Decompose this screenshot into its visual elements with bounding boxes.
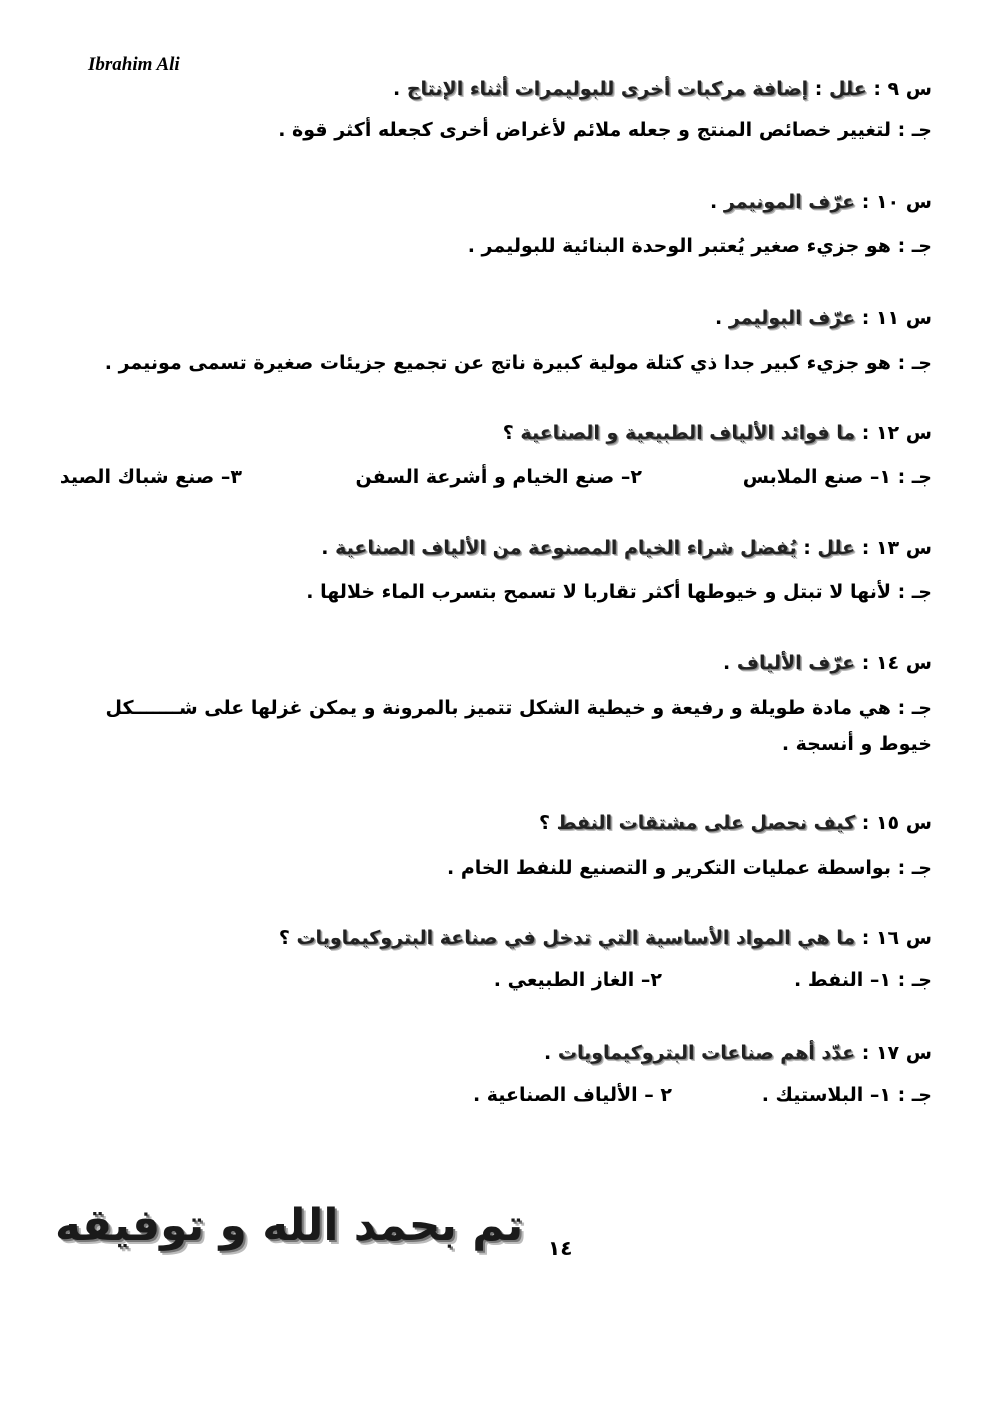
- page-number: ١٤: [548, 1236, 573, 1260]
- answer-12-item-2: ٢– صنع الخيام و أشرعة السفن: [355, 466, 642, 488]
- question-label: س ١٢ :: [855, 422, 932, 444]
- answer-16-item-2: ٢– الغاز الطبيعي .: [493, 969, 662, 991]
- question-label: س ١٥ :: [855, 812, 932, 834]
- question-keyword: علل: [817, 537, 856, 559]
- answer-12-item-3: ٣– صنع شباك الصيد: [59, 466, 242, 488]
- question-9: [393, 76, 932, 102]
- question-end: ؟: [278, 927, 297, 949]
- answer-11: جـ : هو جزيء كبير جدا ذي كتلة مولية كبيرة ناتج عن تجميع جزيئات صغيرة تسمى مونيمر .: [104, 352, 932, 374]
- question-end: .: [393, 78, 407, 100]
- answer-14: جـ : هي مادة طويلة و رفيعة و خيطية الشكل تتميز بالمرونة و يمكن غزلها على شـــــــكل خيوط و أنسجة .: [105, 697, 932, 755]
- question-label: س ١٦ :: [855, 927, 932, 949]
- answer-17-item-1: جـ : ١– البلاستيك .: [761, 1084, 932, 1106]
- question-label: س ١٤ :: [855, 652, 932, 674]
- question-text: يُفضل شراء الخيام المصنوعة من الألياف الصناعية: [335, 537, 797, 559]
- question-end: .: [710, 191, 724, 213]
- question-label: س ١٠ :: [855, 191, 932, 213]
- author-name: Ibrahim Ali: [88, 54, 180, 75]
- question-text: كيف نحصل على مشتقات النفط: [556, 812, 856, 834]
- question-text: ما فوائد الألياف الطبيعية و الصناعية: [520, 422, 856, 444]
- question-text: إضافة مركبات أخرى للبوليمرات أثناء الإنتاج: [406, 78, 809, 100]
- answer-17-item-2: ٢ – الألياف الصناعية .: [472, 1084, 672, 1106]
- question-text: عدّد أهم صناعات البتروكيماويات: [557, 1042, 856, 1064]
- question-end: ؟: [502, 422, 521, 444]
- question-12: [503, 420, 932, 446]
- separator: :: [808, 78, 830, 100]
- answer-10: جـ : هو جزيء صغير يُعتبر الوحدة البنائية للبوليمر .: [467, 235, 932, 257]
- question-end: .: [715, 307, 729, 329]
- question-15: [539, 810, 932, 836]
- answer-16-item-1: جـ : ١– النفط .: [794, 969, 932, 991]
- question-text: عرّف الألياف: [736, 652, 856, 674]
- question-text: عرّف المونيمر: [723, 191, 856, 213]
- question-17: [544, 1040, 932, 1066]
- question-13: [321, 535, 932, 561]
- question-end: ؟: [538, 812, 557, 834]
- question-keyword: علل: [829, 78, 867, 100]
- answer-13: جـ : لأنها لا تبتل و خيوطها أكثر تقاربا لا تسمح بتسرب الماء خلالها .: [306, 581, 932, 603]
- question-text: ما هي المواد الأساسية التي تدخل في صناعة البتروكيماويات: [296, 927, 856, 949]
- question-14: [723, 650, 932, 676]
- question-label: س ١١ :: [855, 307, 932, 329]
- answer-12-item-1: جـ : ١– صنع الملابس: [742, 466, 932, 488]
- question-end: .: [544, 1042, 558, 1064]
- question-end: .: [723, 652, 737, 674]
- closing-text: تم بحمد الله و توفيقه: [55, 1200, 524, 1251]
- question-10: [710, 189, 932, 215]
- question-label: س ١٧ :: [855, 1042, 932, 1064]
- separator: :: [796, 537, 818, 559]
- answer-15: جـ : بواسطة عمليات التكرير و التصنيع للنفط الخام .: [447, 857, 932, 879]
- answer-9: جـ : لتغيير خصائص المنتج و جعله ملائم لأغراض أخرى كجعله أكثر قوة .: [278, 119, 932, 141]
- question-label: س ١٣ :: [855, 537, 932, 559]
- question-16: [279, 925, 932, 951]
- question-label: س ٩ :: [866, 78, 932, 100]
- question-11: [715, 305, 932, 331]
- question-end: .: [321, 537, 336, 559]
- question-text: عرّف البوليمر: [728, 307, 856, 329]
